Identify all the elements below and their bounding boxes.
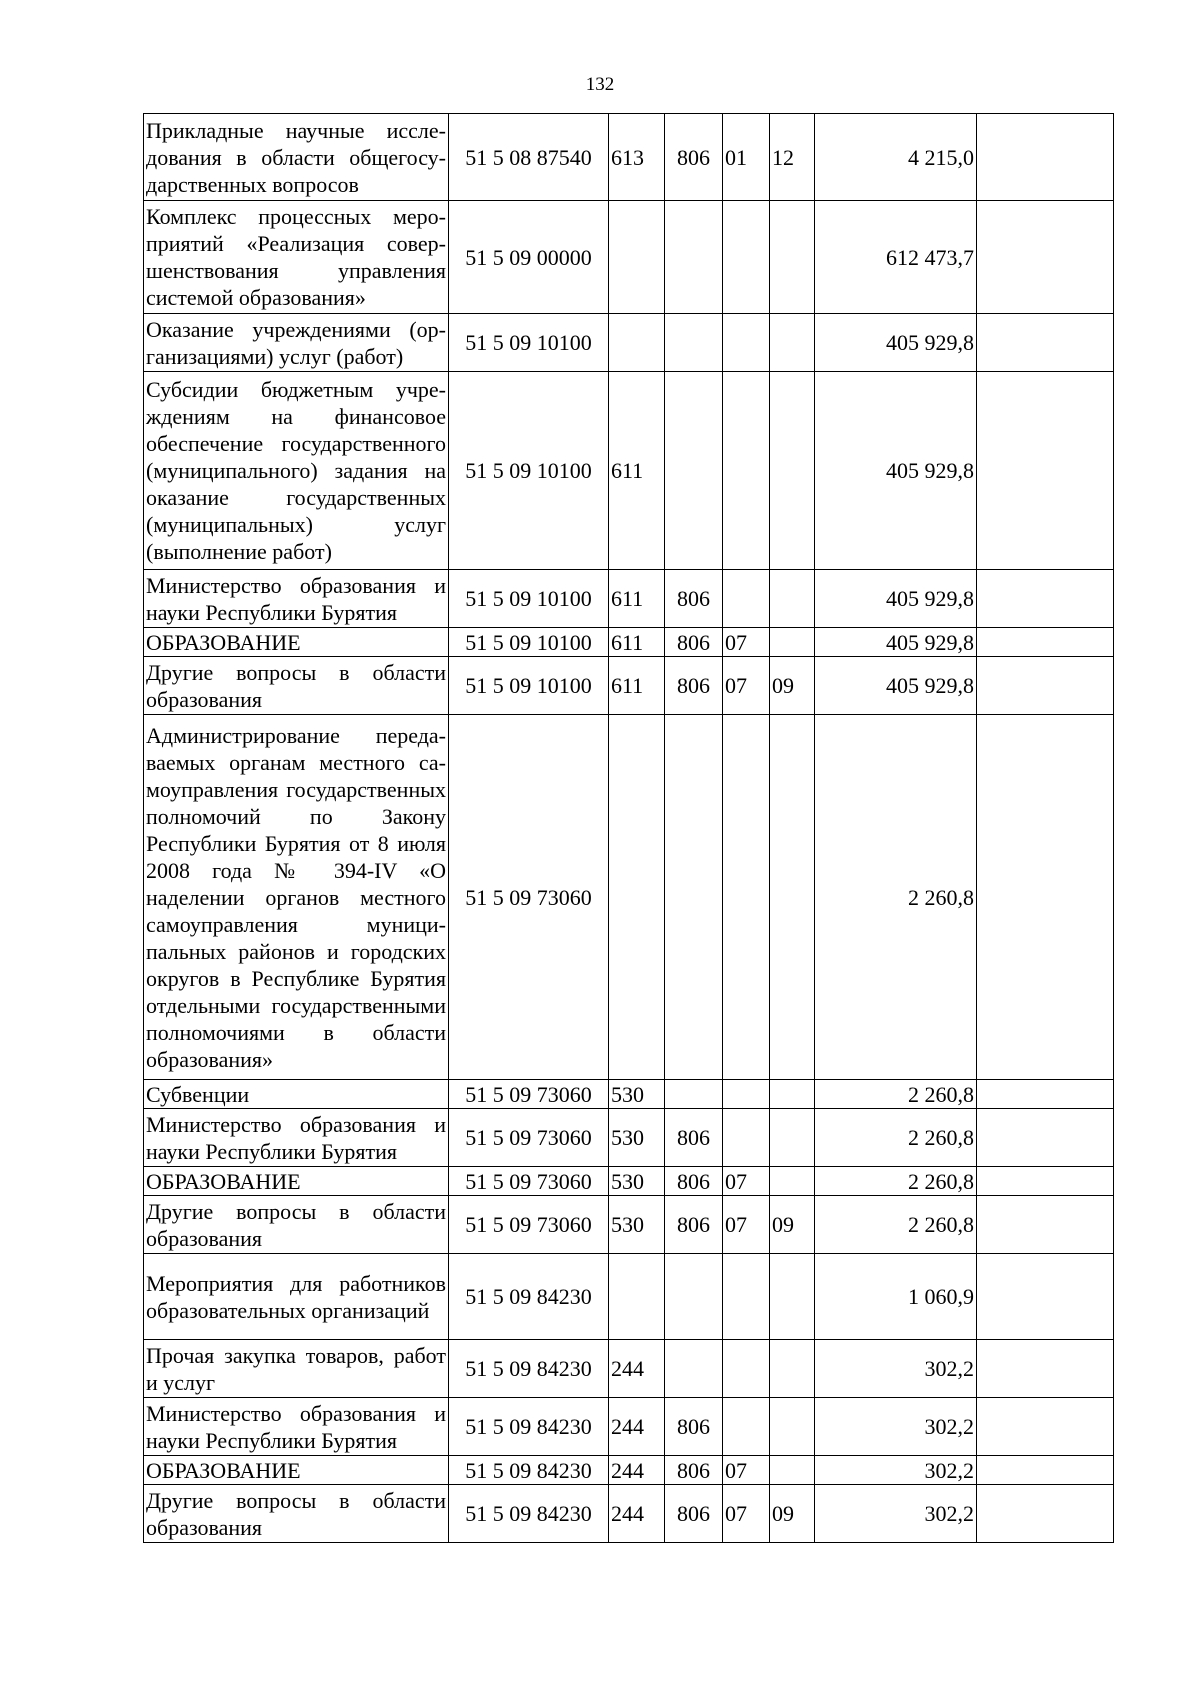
row-subsection <box>770 1109 815 1167</box>
row-section <box>723 570 770 628</box>
row-amount: 405 929,8 <box>815 314 977 372</box>
row-target-code: 51 5 09 84230 <box>449 1456 609 1485</box>
row-empty-cell <box>977 1167 1114 1196</box>
row-target-code: 51 5 09 73060 <box>449 715 609 1080</box>
table-row <box>144 114 1114 201</box>
row-empty-cell <box>977 314 1114 372</box>
row-section <box>723 1340 770 1398</box>
row-department: 806 <box>665 657 723 715</box>
row-expense-type <box>609 201 665 314</box>
row-amount: 405 929,8 <box>815 372 977 570</box>
row-expense-type <box>609 314 665 372</box>
row-empty-cell <box>977 372 1114 570</box>
row-target-code: 51 5 09 10100 <box>449 314 609 372</box>
row-section <box>723 1080 770 1109</box>
row-department: 806 <box>665 628 723 657</box>
table-row <box>144 715 1114 1080</box>
row-expense-type: 611 <box>609 657 665 715</box>
table-row <box>144 314 1114 372</box>
row-section <box>723 314 770 372</box>
row-name: Оказание учреждениями (организациями) услуг (работ) <box>144 314 449 372</box>
row-department <box>665 1080 723 1109</box>
row-target-code: 51 5 09 73060 <box>449 1167 609 1196</box>
row-section <box>723 1109 770 1167</box>
row-expense-type: 611 <box>609 628 665 657</box>
row-amount: 2 260,8 <box>815 1080 977 1109</box>
row-section: 07 <box>723 1167 770 1196</box>
row-department <box>665 372 723 570</box>
row-name: Другие вопросы в области образования <box>144 1196 449 1254</box>
table-row <box>144 1485 1114 1543</box>
row-target-code: 51 5 09 00000 <box>449 201 609 314</box>
row-target-code: 51 5 09 73060 <box>449 1109 609 1167</box>
row-section: 01 <box>723 114 770 201</box>
row-empty-cell <box>977 1485 1114 1543</box>
row-subsection <box>770 570 815 628</box>
row-department: 806 <box>665 114 723 201</box>
row-amount: 302,2 <box>815 1398 977 1456</box>
row-subsection: 12 <box>770 114 815 201</box>
row-section <box>723 1254 770 1340</box>
row-expense-type: 530 <box>609 1109 665 1167</box>
row-subsection <box>770 628 815 657</box>
row-target-code: 51 5 09 10100 <box>449 570 609 628</box>
row-name: Мероприятия для работников образовательных организаций <box>144 1254 449 1340</box>
row-expense-type <box>609 1254 665 1340</box>
row-empty-cell <box>977 715 1114 1080</box>
table-row <box>144 570 1114 628</box>
row-name: Субвенции <box>144 1080 449 1109</box>
row-name: Прочая закупка товаров, работ и услуг <box>144 1340 449 1398</box>
row-amount: 612 473,7 <box>815 201 977 314</box>
row-amount: 302,2 <box>815 1340 977 1398</box>
row-empty-cell <box>977 1456 1114 1485</box>
row-amount: 2 260,8 <box>815 715 977 1080</box>
row-amount: 405 929,8 <box>815 657 977 715</box>
row-empty-cell <box>977 570 1114 628</box>
row-target-code: 51 5 09 10100 <box>449 628 609 657</box>
row-section <box>723 1398 770 1456</box>
budget-table <box>143 113 1114 1543</box>
row-department <box>665 715 723 1080</box>
row-empty-cell <box>977 201 1114 314</box>
row-department: 806 <box>665 570 723 628</box>
row-section <box>723 372 770 570</box>
row-target-code: 51 5 08 87540 <box>449 114 609 201</box>
row-subsection: 09 <box>770 1485 815 1543</box>
row-expense-type: 244 <box>609 1485 665 1543</box>
row-empty-cell <box>977 1109 1114 1167</box>
row-department: 806 <box>665 1109 723 1167</box>
row-subsection <box>770 1254 815 1340</box>
row-section: 07 <box>723 1456 770 1485</box>
table-row <box>144 372 1114 570</box>
row-name: Прикладные научные исследования в области общегосударственных вопросов <box>144 114 449 201</box>
row-name: Другие вопросы в области образования <box>144 657 449 715</box>
row-name: ОБРАЗОВАНИЕ <box>144 628 449 657</box>
row-department: 806 <box>665 1485 723 1543</box>
row-department <box>665 1340 723 1398</box>
row-subsection <box>770 314 815 372</box>
row-subsection: 09 <box>770 657 815 715</box>
row-name: Другие вопросы в области образования <box>144 1485 449 1543</box>
row-department: 806 <box>665 1167 723 1196</box>
row-expense-type: 530 <box>609 1080 665 1109</box>
table-row <box>144 1080 1114 1109</box>
row-amount: 405 929,8 <box>815 570 977 628</box>
row-expense-type: 611 <box>609 570 665 628</box>
row-target-code: 51 5 09 84230 <box>449 1254 609 1340</box>
table-row <box>144 1167 1114 1196</box>
row-department: 806 <box>665 1196 723 1254</box>
row-expense-type: 244 <box>609 1456 665 1485</box>
row-section: 07 <box>723 1485 770 1543</box>
row-target-code: 51 5 09 84230 <box>449 1398 609 1456</box>
row-amount: 2 260,8 <box>815 1109 977 1167</box>
table-row <box>144 1254 1114 1340</box>
row-department <box>665 201 723 314</box>
row-section <box>723 201 770 314</box>
row-subsection <box>770 1398 815 1456</box>
row-name: Администрирование передаваемых органам местного самоуправления государственных полномочий по Закону Республики Бурятия от 8 июля 2008 года № 394-IV «О наделении органов местного самоуправления муниципальных районов и городских округов в Республике Бурятия отдельными государственными полномочиями в области образования» <box>144 715 449 1080</box>
row-empty-cell <box>977 628 1114 657</box>
row-expense-type: 530 <box>609 1196 665 1254</box>
row-department: 806 <box>665 1456 723 1485</box>
row-target-code: 51 5 09 10100 <box>449 657 609 715</box>
row-empty-cell <box>977 1254 1114 1340</box>
row-department <box>665 314 723 372</box>
row-section: 07 <box>723 628 770 657</box>
row-amount: 1 060,9 <box>815 1254 977 1340</box>
row-expense-type: 244 <box>609 1340 665 1398</box>
row-expense-type: 244 <box>609 1398 665 1456</box>
table-row <box>144 1196 1114 1254</box>
row-subsection <box>770 372 815 570</box>
row-amount: 2 260,8 <box>815 1167 977 1196</box>
table-row <box>144 1398 1114 1456</box>
row-name: Министерство образования и науки Республики Бурятия <box>144 570 449 628</box>
row-name: Министерство образования и науки Республики Бурятия <box>144 1109 449 1167</box>
row-section: 07 <box>723 657 770 715</box>
row-subsection <box>770 1080 815 1109</box>
row-name: Субсидии бюджетным учреждениям на финансовое обеспечение государственного (муниципального) задания на оказание государственных (муниципальных) услуг (выполнение работ) <box>144 372 449 570</box>
row-name: ОБРАЗОВАНИЕ <box>144 1456 449 1485</box>
row-department: 806 <box>665 1398 723 1456</box>
row-amount: 405 929,8 <box>815 628 977 657</box>
row-target-code: 51 5 09 10100 <box>449 372 609 570</box>
page-number: 132 <box>585 74 615 95</box>
row-amount: 302,2 <box>815 1485 977 1543</box>
row-name: ОБРАЗОВАНИЕ <box>144 1167 449 1196</box>
row-subsection <box>770 1340 815 1398</box>
table-row <box>144 201 1114 314</box>
row-section <box>723 715 770 1080</box>
row-name: Комплекс процессных мероприятий «Реализация совершенствования управления системой образования» <box>144 201 449 314</box>
table-row <box>144 1456 1114 1485</box>
row-name: Министерство образования и науки Республики Бурятия <box>144 1398 449 1456</box>
table-row <box>144 1109 1114 1167</box>
row-expense-type: 613 <box>609 114 665 201</box>
row-expense-type: 611 <box>609 372 665 570</box>
row-subsection <box>770 1167 815 1196</box>
row-empty-cell <box>977 657 1114 715</box>
row-empty-cell <box>977 1340 1114 1398</box>
table-row <box>144 628 1114 657</box>
row-subsection <box>770 715 815 1080</box>
table-row <box>144 657 1114 715</box>
row-target-code: 51 5 09 84230 <box>449 1485 609 1543</box>
row-empty-cell <box>977 1080 1114 1109</box>
row-expense-type: 530 <box>609 1167 665 1196</box>
row-empty-cell <box>977 1398 1114 1456</box>
row-empty-cell <box>977 114 1114 201</box>
row-subsection: 09 <box>770 1196 815 1254</box>
row-subsection <box>770 1456 815 1485</box>
row-target-code: 51 5 09 84230 <box>449 1340 609 1398</box>
row-target-code: 51 5 09 73060 <box>449 1196 609 1254</box>
row-amount: 4 215,0 <box>815 114 977 201</box>
row-department <box>665 1254 723 1340</box>
row-section: 07 <box>723 1196 770 1254</box>
row-amount: 2 260,8 <box>815 1196 977 1254</box>
table-row <box>144 1340 1114 1398</box>
row-subsection <box>770 201 815 314</box>
row-expense-type <box>609 715 665 1080</box>
row-target-code: 51 5 09 73060 <box>449 1080 609 1109</box>
row-empty-cell <box>977 1196 1114 1254</box>
row-amount: 302,2 <box>815 1456 977 1485</box>
